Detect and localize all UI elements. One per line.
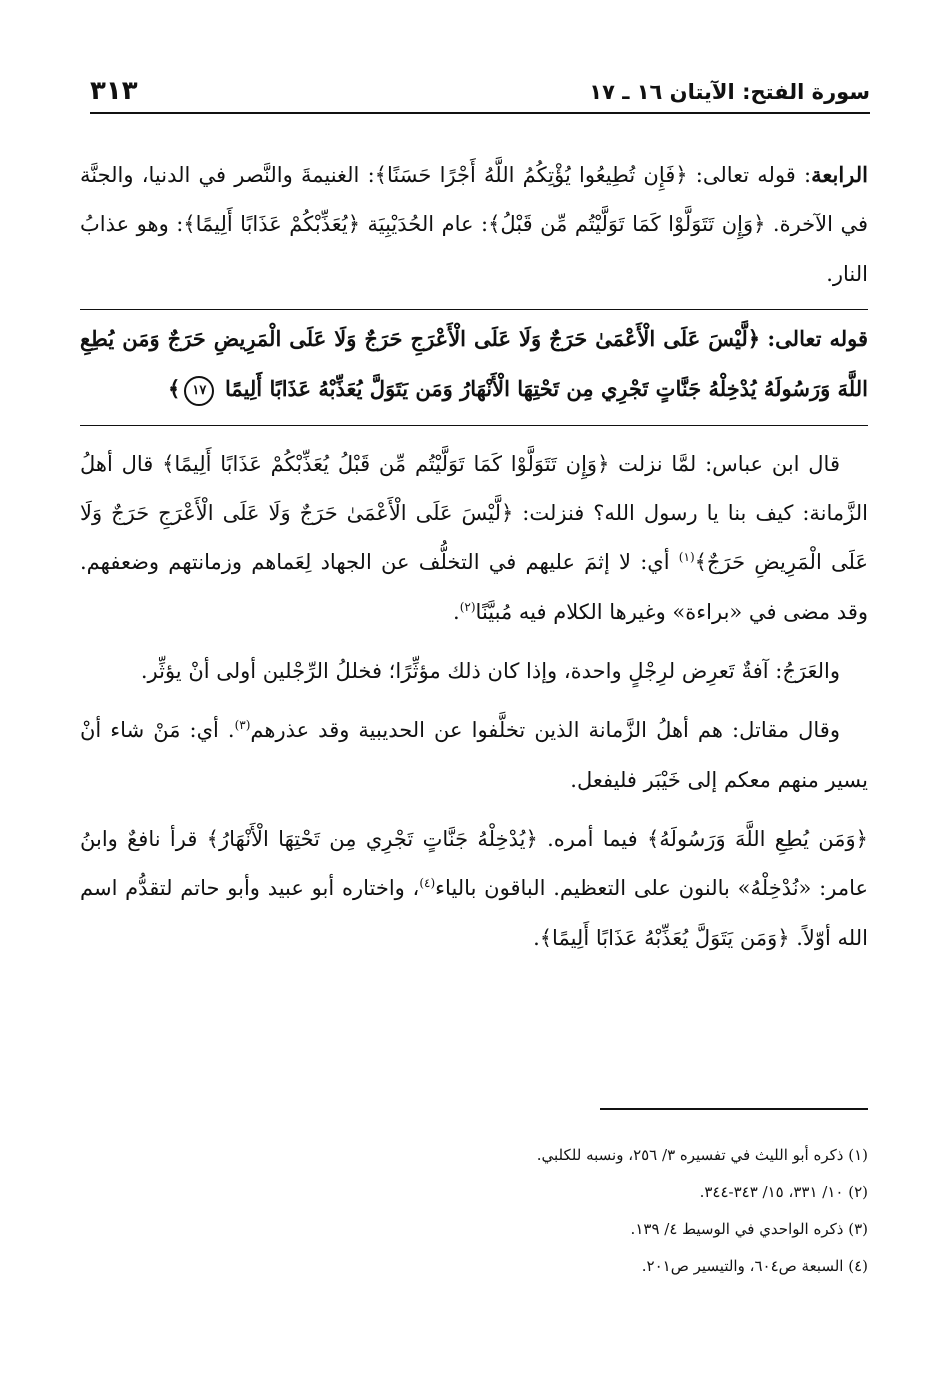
paragraph-text-a: قال ابن عباس: لمَّا نزلت ﴿وَإِن تَتَوَلَّوْا كَمَا تَوَلَّيْتُم مِّن قَبْلُ يُعَذِّبْكُمْ عَذَابًا أَلِيمًا﴾ قال أهلُ الزَّمانة: كيف بنا يا رسول الله؟ فنزلت: ﴿لَّيْسَ عَلَى الْأَعْمَىٰ حَرَجٌ وَلَا عَلَى الْأَعْرَجِ حَرَجٌ وَلَا عَلَى الْمَرِيضِ حَرَجٌ﴾ [80,451,868,575]
footnote-item: (٤) السبعة ص٦٠٤، والتيسير ص٢٠١. [641,1257,868,1275]
verse-block [80,309,868,426]
footnote-item: (١) ذكره أبو الليث في تفسيره ٣/ ٢٥٦، ونسبه للكلبي. [536,1146,868,1164]
footnote-ref-4: (٤) [419,876,436,891]
paragraph-text-c: . [453,599,460,624]
page-number: ٣١٣ [90,76,138,106]
footnote-ref-1: (١) [678,550,695,565]
paragraph-ibn-abbas [80,440,868,637]
verse-text: ﴿لَّيْسَ عَلَى الْأَعْمَىٰ حَرَجٌ وَلَا عَلَى الْأَعْرَجِ حَرَجٌ وَلَا عَلَى الْمَرِيضِ حَرَجٌ وَمَن يُطِعِ اللَّهَ وَرَسُولَهُ يُدْخِلْهُ جَنَّاتٍ تَجْرِي مِن تَحْتِهَا الْأَنْهَارُ وَمَن يَتَوَلَّ يُعَذِّبْهُ عَذَابًا أَلِيمًا [80,326,868,402]
paragraph-text-a: ﴿وَمَن يُطِعِ اللَّهَ وَرَسُولَهُ﴾ فيما أمره. ﴿يُدْخِلْهُ جَنَّاتٍ تَجْرِي مِن تَحْتِهَا الْأَنْهَارُ﴾ قرأ نافعٌ وابنُ عامر: «نُدْخِلْهُ» بالنون على التعظيم. الباقون بالياء [80,827,868,901]
paragraph-text-a: وقال مقاتل: هم أهلُ الزَّمانة الذين تخلَّفوا عن الحديبية وقد عذرهم [250,718,840,743]
footnote-ref-3: (٣) [234,718,251,733]
main-text [80,150,868,973]
paragraph-fourth-point [80,150,868,299]
verse-closing-bracket: ﴾ [168,376,181,402]
verse-lead: قوله تعالى: [767,326,868,352]
running-title: سورة الفتح: الآيتان ١٦ ـ ١٧ [589,80,870,104]
footnote-item: (٢) ١٠/ ٣٣١، ١٥/ ٣٤٣-٣٤٤. [699,1183,868,1201]
footnote-divider [600,1108,868,1110]
paragraph-lead: الرابعة [811,162,868,187]
paragraph-text-b: . أي: مَنْ شاء أنْ يسير منهم معكم إلى خَيْبَر فليفعل. [80,718,868,792]
paragraph-muqatil [80,706,868,805]
footnote-item: (٣) ذكره الواحدي في الوسيط ٤/ ١٣٩. [630,1220,868,1238]
paragraph-text-b: ، واختاره أبو عبيد وأبو حاتم لتقدُّم اسم الله أوّلاً. ﴿وَمَن يَتَوَلَّ يُعَذِّبْهُ عَذَابًا أَلِيمًا﴾. [80,876,868,950]
footnote-ref-2: (٢) [459,599,476,614]
ayah-number-marker: ١٧ [184,376,214,406]
footnotes [80,1145,868,1293]
paragraph-readings [80,815,868,963]
paragraph-lameness [80,647,868,696]
paragraph-text: : قوله تعالى: ﴿فَإِن تُطِيعُوا يُؤْتِكُمُ اللَّهُ أَجْرًا حَسَنًا﴾: الغنيمةَ والنَّصر في الدنيا، والجنَّة في الآخرة. ﴿وَإِن تَتَوَلَّوْا كَمَا تَوَلَّيْتُم مِّن قَبْلُ﴾: عام الحُدَيْبِيَة ﴿يُعَذِّبْكُمْ عَذَابًا أَلِيمًا﴾: وهو عذابُ النار. [80,163,868,286]
page-header [90,68,870,114]
paragraph-text: والعَرَجُ: آفةٌ تَعرِض لرِجْلٍ واحدة، وإذا كان ذلك مؤثِّرًا؛ فخللُ الرِّجْلين أولى أنْ يؤثِّر. [140,659,840,684]
paragraph-text-b: أي: لا إثمَ عليهم في التخلُّف عن الجهاد لِعَماهم وزمانتهم وضعفهم. وقد مضى في «براءة» وغيرها الكلام فيه مُبيَّنًا [80,550,868,624]
